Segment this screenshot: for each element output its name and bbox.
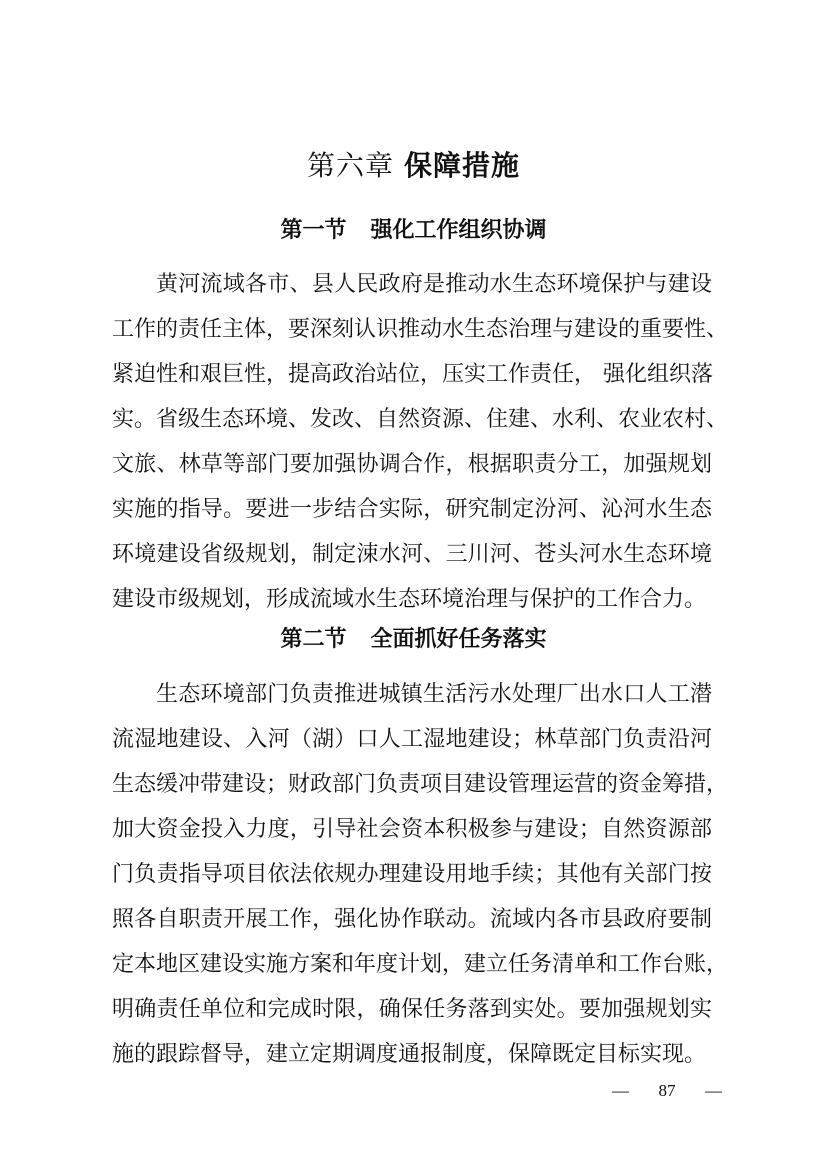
paragraph-line: 生态环境部门负责推进城镇生活污水处理厂出水口人工潜: [156, 682, 712, 707]
paragraph-line: 门负责指导项目依法依规办理建设用地手续；其他有关部门按: [112, 862, 712, 887]
section-2-title: 全面抓好任务落实: [370, 627, 547, 652]
paragraph-line: 流湿地建设、入河（湖）口人工湿地建设；林草部门负责沿河: [112, 727, 712, 752]
section-2-paragraph: [112, 672, 729, 1077]
paragraph-line: 加大资金投入力度，引导社会资本积极参与建设；自然资源部: [112, 817, 712, 842]
page-footer: [612, 1079, 722, 1103]
paragraph-line: 紧迫性和艰巨性，提高政治站位，压实工作责任， 强化组织落: [112, 362, 713, 387]
paragraph-line: 实。省级生态环境、发改、自然资源、住建、水利、农业农村、: [112, 407, 729, 432]
section-2-heading: [0, 624, 827, 656]
chapter-number: 第六章: [307, 149, 395, 182]
paragraph-line: 建设市级规划，形成流域水生态环境治理与保护的工作合力。: [112, 587, 707, 612]
chapter-title: [0, 146, 827, 186]
paragraph-line: 文旅、林草等部门要加强协调合作，根据职责分工，加强规划: [112, 452, 712, 477]
paragraph-line: 工作的责任主体，要深刻认识推动水生态治理与建设的重要性、: [112, 317, 729, 342]
chapter-name: 保障措施: [403, 149, 520, 182]
paragraph-line: 定本地区建设实施方案和年度计划，建立任务清单和工作台账，: [112, 952, 729, 977]
paragraph-line: 实施的指导。要进一步结合实际，研究制定汾河、沁河水生态: [112, 497, 712, 522]
section-1-number: 第一节: [280, 218, 347, 243]
paragraph-line: 黄河流域各市、县人民政府是推动水生态环境保护与建设: [156, 272, 712, 297]
section-2-number: 第二节: [280, 627, 347, 652]
section-1-paragraph: [112, 262, 729, 622]
paragraph-line: 生态缓冲带建设；财政部门负责项目建设管理运营的资金筹措，: [112, 772, 729, 797]
section-1-title: 强化工作组织协调: [370, 218, 547, 243]
section-1-heading: [0, 215, 827, 247]
footer-dash-left: —: [612, 1081, 629, 1100]
paragraph-line: 照各自职责开展工作，强化协作联动。流域内各市县政府要制: [112, 907, 712, 932]
paragraph-line: 明确责任单位和完成时限，确保任务落到实处。要加强规划实: [112, 997, 712, 1022]
paragraph-line: 施的跟踪督导，建立定期调度通报制度，保障既定目标实现。: [112, 1042, 707, 1067]
page-number: 87: [658, 1081, 676, 1100]
paragraph-line: 环境建设省级规划，制定涑水河、三川河、苍头河水生态环境: [112, 542, 712, 567]
footer-dash-right: —: [705, 1081, 722, 1100]
